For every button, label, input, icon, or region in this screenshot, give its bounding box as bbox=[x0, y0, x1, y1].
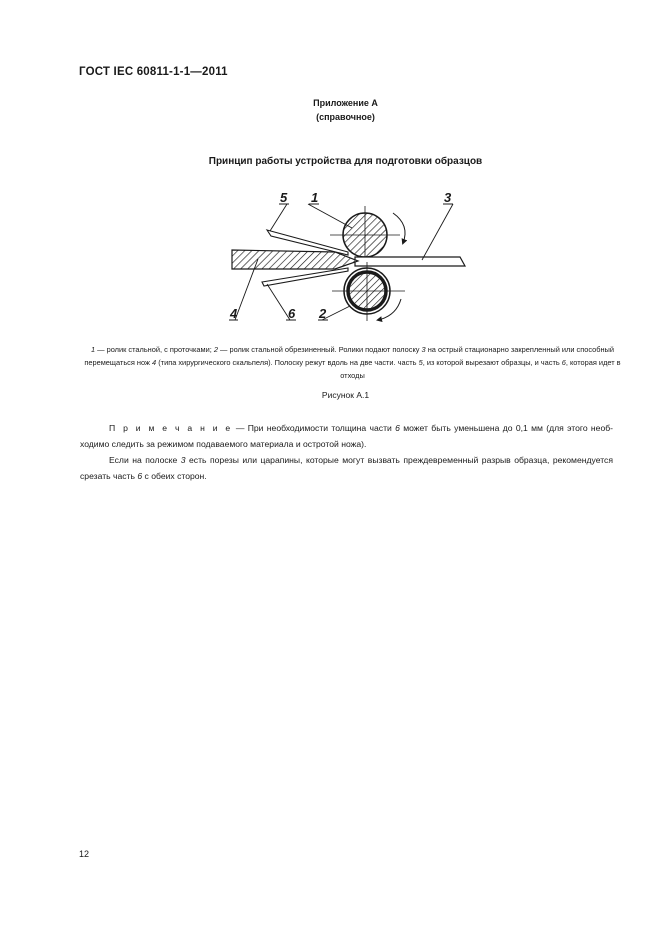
label-6: 6 bbox=[288, 306, 296, 321]
annex-heading bbox=[0, 96, 661, 124]
leader-5 bbox=[270, 204, 287, 231]
strip-3 bbox=[355, 257, 465, 266]
figure-caption: 1 — ролик стальной, с проточками; 2 — ролик стальной обрезиненный. Ролики подают полоску 3 на острый стационарно закрепленный или способный перемещаться нож 4 (типа хирургического скальпеля). Полоску режут вдоль на две части. часть 5, из которой вырезают образцы, и часть 6, которая идет в отходы bbox=[84, 345, 621, 380]
figure-number-label: Рисунок А.1 bbox=[321, 390, 370, 400]
label-3: 3 bbox=[444, 190, 452, 205]
note-paragraph: П р и м е ч а н и е — При необходимости толщина части 6 может быть уменьшена до 0,1 мм (для этого необ-ходимо следить за режимом подаваемого материала и остротой ножа). bbox=[80, 423, 614, 449]
document-code: ГОСТ IEC 60811-1-1—2011 bbox=[79, 66, 228, 78]
leader-1 bbox=[308, 204, 352, 228]
label-4: 4 bbox=[230, 306, 238, 321]
sample-preparation-diagram bbox=[215, 188, 475, 328]
recommendation-paragraph: Если на полоске 3 есть порезы или царапины, которые могут вызвать преждевременный разрыв образца, рекомендуется срезать часть 6 с обеих сторон. bbox=[80, 455, 613, 481]
strip-part-6 bbox=[262, 268, 348, 286]
page-number: 12 bbox=[79, 849, 90, 859]
label-1: 1 bbox=[311, 190, 319, 205]
leader-3 bbox=[422, 204, 453, 260]
leader-6 bbox=[267, 284, 290, 320]
annex-title: Приложение А bbox=[313, 98, 378, 108]
figure-title: Принцип работы устройства для подготовки образцов bbox=[208, 156, 483, 167]
annex-subtitle: (справочное) bbox=[316, 112, 375, 122]
label-5: 5 bbox=[280, 190, 288, 205]
label-2: 2 bbox=[319, 306, 327, 321]
